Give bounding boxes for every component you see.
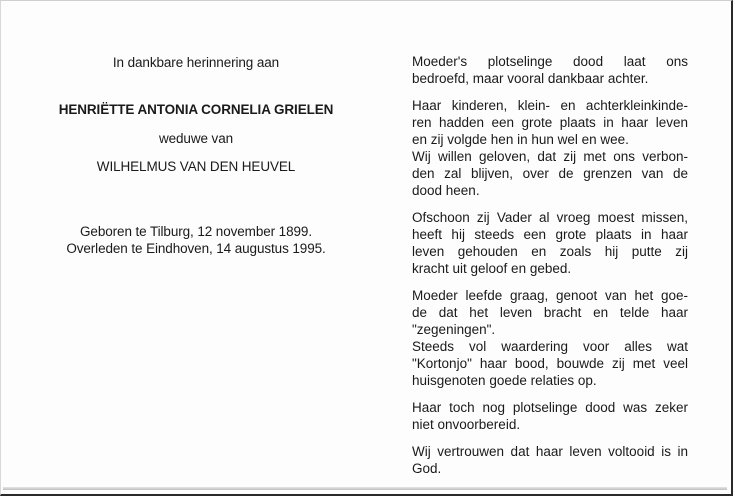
paragraph-3: [412, 209, 688, 277]
text-line: huisgenoten goede relaties op.: [412, 373, 597, 388]
text-line: heeft hij steeds een grote plaats in haar: [412, 227, 688, 242]
paragraph-5: [412, 399, 688, 433]
birth-line: Geboren te Tilburg, 12 november 1899.: [80, 224, 312, 239]
text-line: kracht uit geloof en gebed.: [412, 261, 572, 276]
text-line: Moeder's plotselinge dood laat ons: [412, 54, 688, 69]
intro-text: In dankbare herinnering aan: [112, 55, 280, 70]
paragraph-2: [412, 97, 688, 199]
paragraph-1: [412, 53, 688, 87]
text-line: Steeds vol waardering voor alles wat: [412, 339, 688, 354]
deceased-name: HENRIËTTE ANTONIA CORNELIA GRIELEN: [58, 102, 334, 117]
bottom-edge-strip: [3, 487, 727, 490]
text-line: Moeder leefde graag, genoot van het goe-: [412, 288, 688, 303]
text-line: de dat het leven bracht en telde haar: [412, 305, 688, 320]
text-line: dood heen.: [412, 183, 480, 198]
text-line: Wij willen geloven, dat zij met ons verbon-: [412, 149, 688, 164]
death-line: Overleden te Eindhoven, 14 augustus 1995.: [66, 241, 326, 256]
text-line: Ofschoon zij Vader al vroeg moest missen,: [412, 210, 688, 225]
right-panel: [412, 53, 688, 487]
text-line: God.: [412, 461, 442, 476]
text-line: bedroefd, maar vooral dankbaar achter.: [412, 71, 649, 86]
text-line: "Kortonjo" haar bood, bouwde zij met veel: [412, 356, 688, 371]
text-line: den zal blijven, over de grenzen van de: [412, 166, 688, 181]
text-line: Haar toch nog plotselinge dood was zeker: [412, 400, 688, 415]
husband-name: WILHELMUS VAN DEN HEUVEL: [96, 159, 296, 174]
text-line: Haar kinderen, klein- en achterkleinkinde-: [412, 98, 688, 113]
widow-of-text: weduwe van: [158, 131, 234, 146]
text-line: Wij vertrouwen dat haar leven voltooid is in: [412, 444, 688, 459]
text-line: leven gehouden en zoals hij putte zij: [412, 244, 688, 259]
text-line: en zij volgde hen in hun wel en wee.: [412, 132, 629, 147]
text-line: niet onvoorbereid.: [412, 417, 521, 432]
text-line: "zegeningen".: [412, 322, 496, 337]
text-line: ren hadden een grote plaats in haar leven: [412, 115, 688, 130]
paragraph-6: [412, 443, 688, 477]
paragraph-4: [412, 287, 688, 389]
